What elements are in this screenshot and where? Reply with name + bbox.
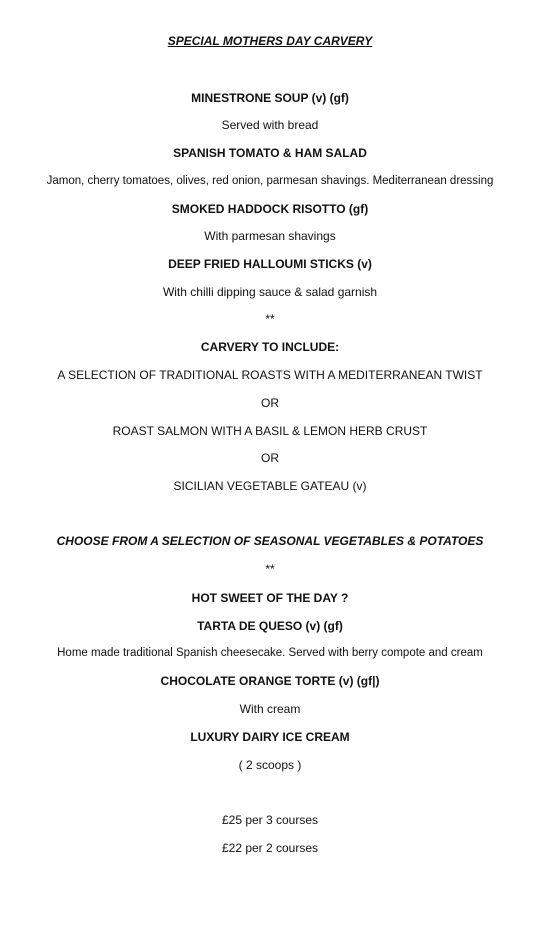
price-line: £22 per 2 courses bbox=[221, 841, 319, 855]
starter-name: MINESTRONE SOUP (v) (gf) bbox=[191, 91, 349, 105]
dessert-desc: With cream bbox=[239, 702, 301, 716]
starter-desc: Served with bread bbox=[221, 118, 319, 132]
separator: ** bbox=[265, 562, 275, 576]
price-line: £25 per 3 courses bbox=[221, 813, 319, 827]
carvery-heading: CARVERY TO INCLUDE: bbox=[200, 340, 340, 354]
dessert-name: CHOCOLATE ORANGE TORTE (v) (gf|) bbox=[160, 674, 380, 688]
menu-title: SPECIAL MOTHERS DAY CARVERY bbox=[167, 34, 373, 48]
separator: ** bbox=[265, 312, 275, 326]
carvery-option: SICILIAN VEGETABLE GATEAU (v) bbox=[173, 479, 367, 493]
starter-desc: With parmesan shavings bbox=[204, 229, 336, 243]
starter-desc: With chilli dipping sauce & salad garnish bbox=[162, 285, 378, 299]
dessert-desc: ( 2 scoops ) bbox=[238, 758, 302, 772]
starter-desc: Jamon, cherry tomatoes, olives, red onion, parmesan shavings. Mediterranean dressing bbox=[46, 175, 494, 187]
dessert-name: LUXURY DAIRY ICE CREAM bbox=[190, 730, 350, 744]
carvery-option-or: OR bbox=[261, 451, 279, 465]
carvery-option-or: OR bbox=[261, 396, 279, 410]
dessert-name: TARTA DE QUESO (v) (gf) bbox=[197, 619, 343, 633]
vegetables-line: CHOOSE FROM A SELECTION OF SEASONAL VEGETABLES & POTATOES bbox=[56, 534, 484, 548]
carvery-option: ROAST SALMON WITH A BASIL & LEMON HERB CRUST bbox=[112, 424, 428, 438]
dessert-name: HOT SWEET OF THE DAY ? bbox=[191, 591, 349, 605]
starter-name: SMOKED HADDOCK RISOTTO (gf) bbox=[171, 202, 369, 216]
dessert-desc: Home made traditional Spanish cheesecake. Served with berry compote and cream bbox=[57, 647, 483, 659]
carvery-option: A SELECTION OF TRADITIONAL ROASTS WITH A MEDITERRANEAN TWIST bbox=[57, 368, 483, 382]
starter-name: SPANISH TOMATO & HAM SALAD bbox=[173, 146, 367, 160]
starter-name: DEEP FRIED HALLOUMI STICKS (v) bbox=[168, 257, 372, 271]
